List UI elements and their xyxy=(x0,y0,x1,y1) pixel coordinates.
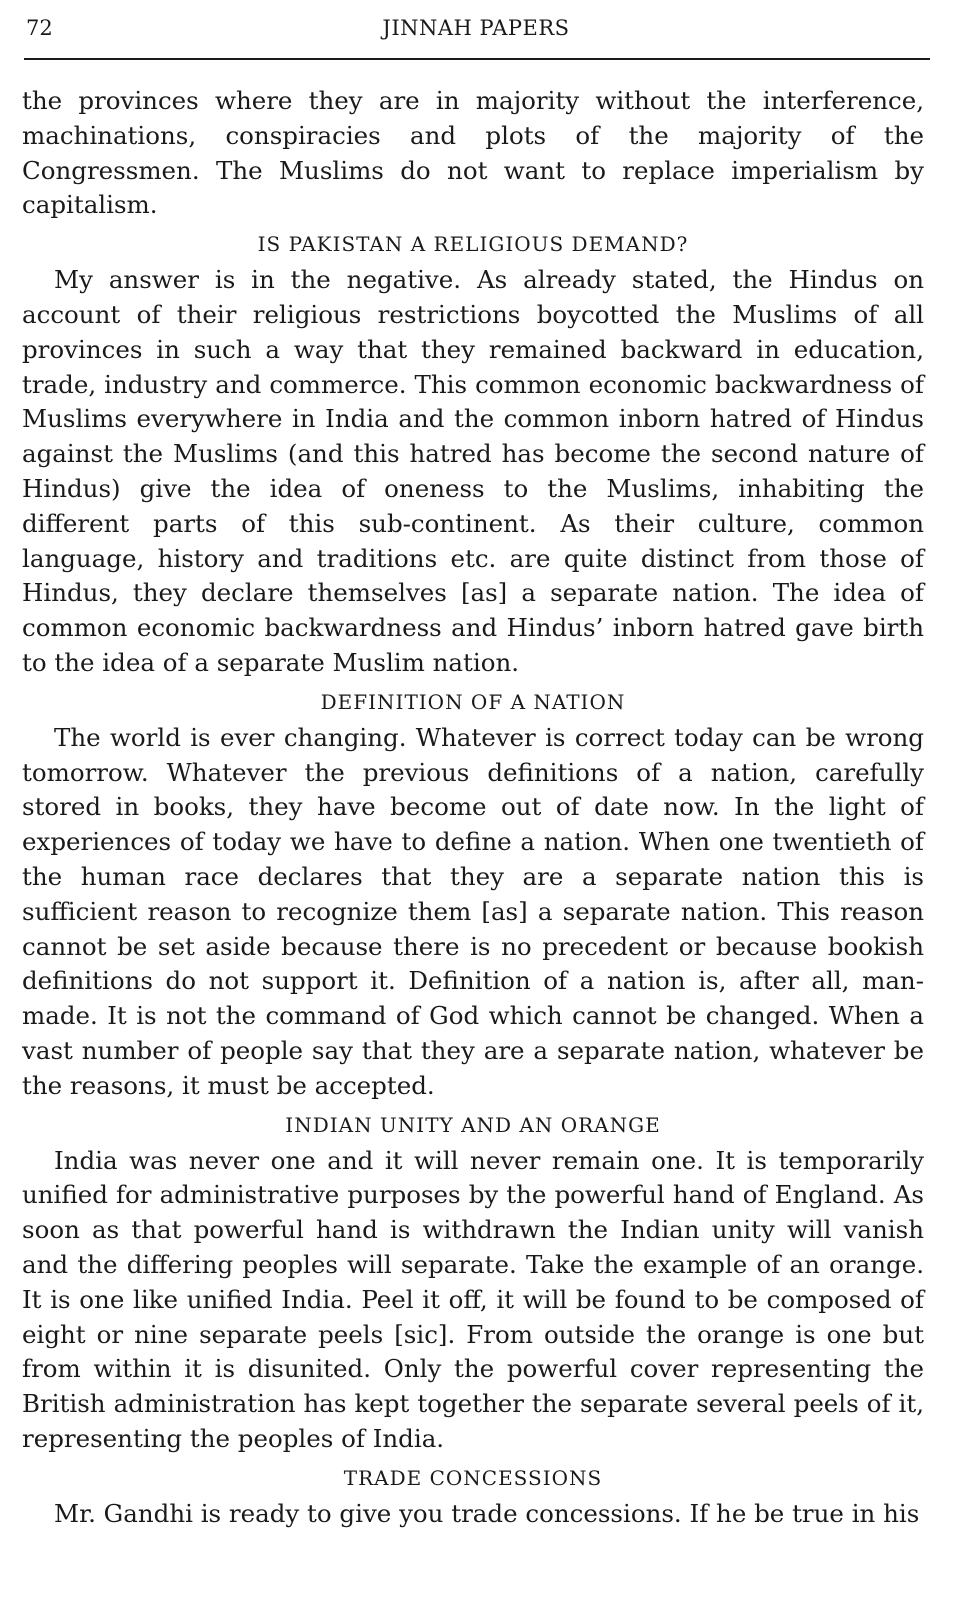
section-heading-definition-of-nation: DEFINITION OF A NATION xyxy=(320,689,626,714)
paragraph-religious-demand: My answer is in the negative. As already stated, the Hindus on account of their religious restrictions boycotted the Muslims of all provinces in such a way that they remained backward in education, trade, industry and commerce. This common economic backwardness of Muslims everywhere in India and the common inborn hatred of Hindus against the Muslims (and this hatred has become the second nature of Hindus) give the idea of oneness to the Muslims, inhabiting the different parts of this sub-continent. As their culture, common language, history and traditions etc. are quite distinct from those of Hindus, they declare themselves [as] a separate nation. The idea of common economic backwardness and Hindus’ inborn hatred gave birth to the idea of a separate Muslim nation. xyxy=(22,265,924,677)
section-heading-indian-unity: INDIAN UNITY AND AN ORANGE xyxy=(285,1112,661,1137)
section-heading-religious-demand: IS PAKISTAN A RELIGIOUS DEMAND? xyxy=(257,232,689,257)
page-number: 72 xyxy=(26,16,53,40)
paragraph-continuation: the provinces where they are in majority without the interference, machinations, conspiracies and plots of the majority of the Congressmen. The Muslims do not want to replace imperialism by capitalism. xyxy=(22,86,924,220)
page-header xyxy=(24,14,928,50)
running-title: JINNAH PAPERS xyxy=(382,16,570,40)
paragraph-trade-concessions: Mr. Gandhi is ready to give you trade concessions. If he be true in his xyxy=(54,1498,920,1528)
header-rule xyxy=(24,58,930,60)
body-text xyxy=(22,84,924,1531)
paragraph-definition-of-nation: The world is ever changing. Whatever is correct today can be wrong tomorrow. Whatever the previous definitions of a nation, carefully stored in books, they have become out of date now. In the light of experiences of today we have to define a nation. When one twentieth of the human race declares that they are a separate nation this is sufficient reason to recognize them [as] a separate nation. This reason cannot be set aside because there is no precedent or because bookish definitions do not support it. Definition of a nation is, after all, man-made. It is not the command of God which cannot be changed. When a vast number of people say that they are a separate nation, whatever be the reasons, it must be accepted. xyxy=(22,722,924,1100)
paragraph-indian-unity: India was never one and it will never remain one. It is temporarily unified for administrative purposes by the powerful hand of England. As soon as that powerful hand is withdrawn the Indian unity will vanish and the differing peoples will separate. Take the example of an orange. It is one like unified India. Peel it off, it will be found to be composed of eight or nine separate peels [sic]. From outside the orange is one but from within it is disunited. Only the powerful cover representing the British administration has kept together the separate several peels of it, representing the peoples of India. xyxy=(22,1145,924,1453)
section-heading-trade-concessions: TRADE CONCESSIONS xyxy=(343,1465,603,1490)
